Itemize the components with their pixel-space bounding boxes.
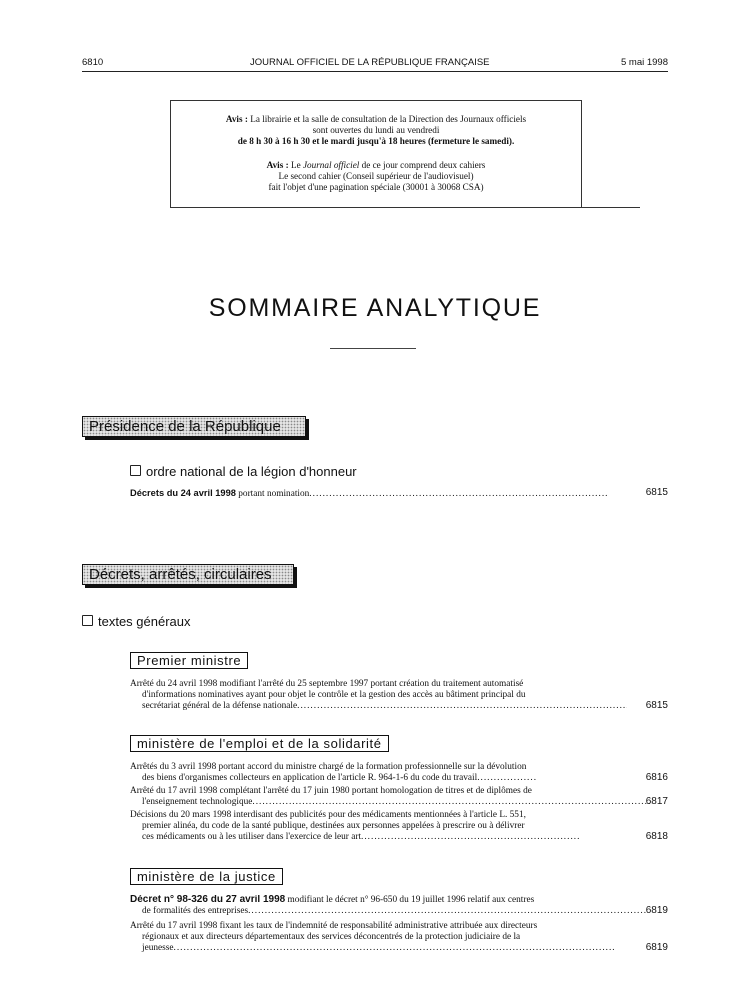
avis-1-line-2: sont ouvertes du lundi au vendredi	[312, 125, 440, 136]
page-ref: 6819	[645, 942, 668, 953]
page-ref: 6816	[645, 772, 668, 783]
ministry-justice: ministère de la justice	[130, 868, 283, 885]
checkbox-square-icon	[130, 465, 141, 476]
avis-1-line-3: de 8 h 30 à 16 h 30 et le mardi jusqu'à 18 heures (fermeture le samedi).	[237, 136, 515, 147]
page-ref: 6817	[645, 796, 668, 807]
title-rule	[330, 348, 416, 349]
entry-arrete-17-avril-enseignement: Arrêté du 17 avril 1998 complétant l'arrêté du 17 juin 1980 portant homologation de titres et de diplômes de l'enseignement technologique..... 6817	[130, 786, 668, 808]
entry-arrete-17-avril-indemnite: Arrêté du 17 avril 1998 fixant les taux de l'indemnité de responsabilité administrative attribuée aux directeurs régionaux et aux directeurs départementaux des services déconcentrés de la protection judiciaire de la jeunesse..... 6819	[130, 921, 668, 953]
running-header	[0, 57, 731, 71]
subhead-textes-generaux: textes généraux	[82, 614, 191, 629]
entry-decret-98-326: Décret n° 98-326 du 27 avril 1998 modifiant le décret n° 96-650 du 19 juillet 1996 relatif aux centres de formalités des entreprises..... 6819	[130, 895, 668, 917]
section-band-decrets: Décrets, arrêtés, circulaires	[82, 564, 294, 585]
page-ref: 6815	[645, 700, 668, 711]
page-ref: 6815	[645, 488, 668, 498]
avis-2-label: Avis :	[266, 159, 289, 170]
ministry-premier-ministre: Premier ministre	[130, 652, 248, 669]
entry-arretes-3-avril: Arrêtés du 3 avril 1998 portant accord du ministre chargé de la formation professionnelle sur la dévolution des biens d'organismes collecteurs en application de l'article R. 964-1-6 du code du travail..... 6816	[130, 762, 668, 784]
page-ref: 6818	[645, 831, 668, 842]
avis-2-line-1: Avis : Le Journal officiel de ce jour comprend deux cahiers	[266, 159, 486, 170]
journal-title: JOURNAL OFFICIEL DE LA RÉPUBLIQUE FRANÇAISE	[250, 57, 490, 68]
checkbox-square-icon	[82, 615, 93, 626]
page-ref: 6819	[645, 905, 668, 916]
page-title: SOMMAIRE ANALYTIQUE	[208, 294, 542, 322]
avis-1-line-1: Avis : La librairie et la salle de consultation de la Direction des Journaux officiels	[225, 114, 527, 124]
subhead-legion-honneur: ordre national de la légion d'honneur	[130, 464, 357, 479]
ministry-emploi-solidarite: ministère de l'emploi et de la solidarité	[130, 735, 389, 752]
page-number: 6810	[82, 57, 104, 68]
avis-box	[170, 100, 582, 207]
entry-decisions-20-mars: Décisions du 20 mars 1998 interdisant des publicités pour des médicaments mentionnées à l'article L. 551, premier alinéa, du code de la santé publique, destinées aux personnes appelées à prescrire ou à délivrer ces médicaments ou à les utiliser dans l'exercice de leur art..... 6818	[130, 810, 668, 842]
section-band-presidence: Présidence de la République	[82, 416, 306, 437]
entry-arrete-24-avril: Arrêté du 24 avril 1998 modifiant l'arrêté du 25 septembre 1997 portant création du traitement automatisé d'informations nominatives ayant pour objet le contrôle et la gestion des accès au bâtiment principal du secrétariat général de la défense nationale..... 6815	[130, 679, 668, 711]
avis-2-line-2: Le second cahier (Conseil supérieur de l'audiovisuel)	[278, 170, 474, 181]
header-rule	[82, 71, 668, 72]
avis-box-bottom-rule	[170, 207, 640, 208]
avis-2-line-3: fait l'objet d'une pagination spéciale (30001 à 30068 CSA)	[268, 182, 484, 193]
entry-decrets-legion: Décrets du 24 avril 1998 portant nomination..... 6815	[130, 488, 668, 499]
issue-date: 5 mai 1998	[620, 57, 668, 68]
avis-1-label: Avis :	[225, 114, 248, 124]
